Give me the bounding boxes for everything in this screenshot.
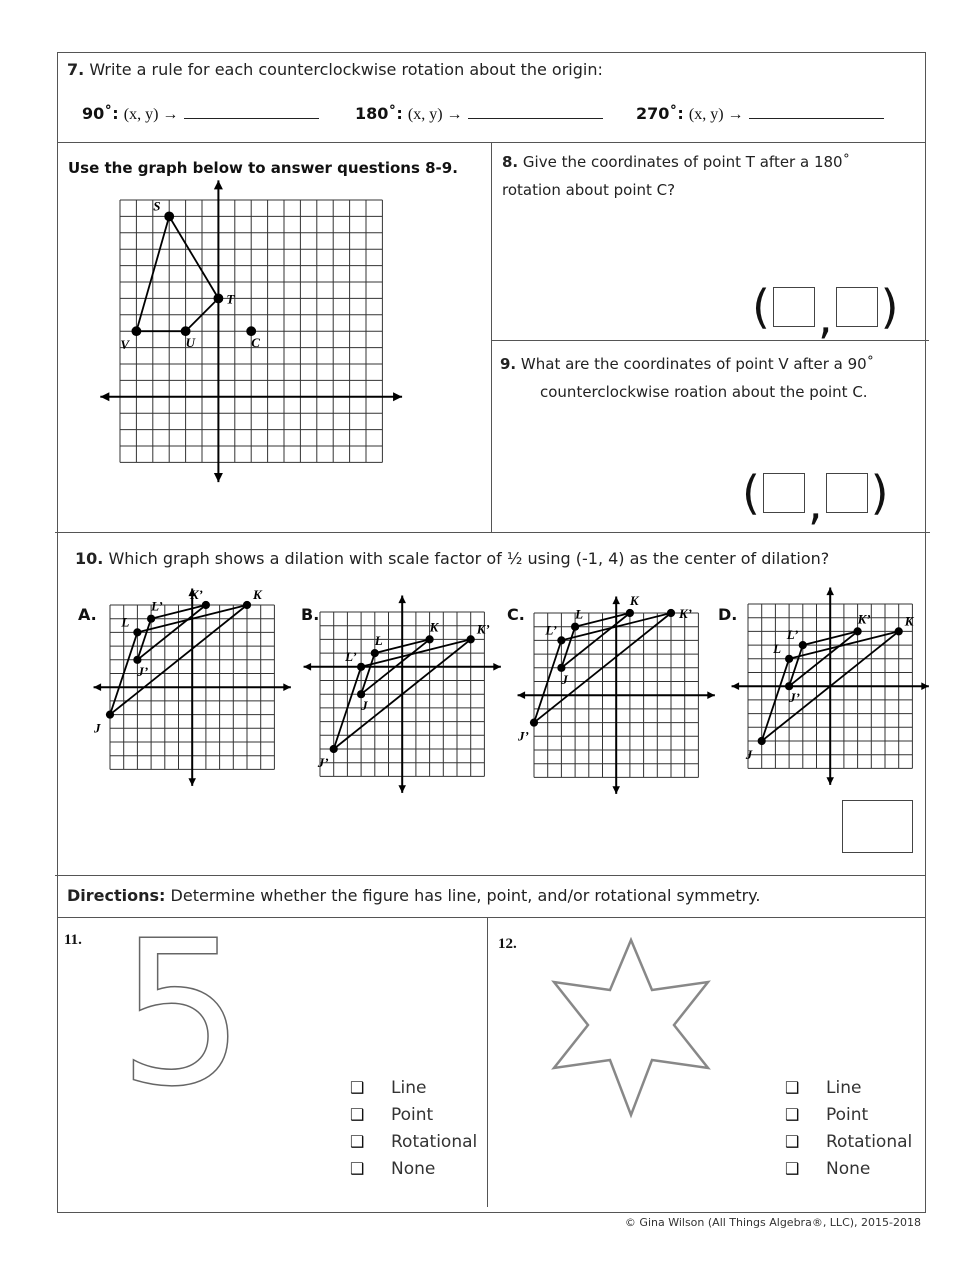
main-graph-point [213, 293, 223, 303]
q11-number: 11. [64, 932, 82, 948]
q9-answer [742, 456, 889, 530]
main-graph-point-label: C [251, 335, 260, 351]
option-d-graph-point [895, 627, 903, 635]
option-a-graph-point-label: J [94, 720, 101, 736]
paren-close: ) [870, 466, 889, 520]
checkbox-icon[interactable]: ❑ [785, 1078, 800, 1097]
option-d-graph-point [853, 627, 861, 635]
option-b-graph-point-label: L’ [345, 648, 357, 664]
directions-text: Determine whether the figure has line, point, and/or rotational symmetry. [170, 886, 761, 905]
option-d-graph-point [785, 655, 793, 663]
option-c-letter[interactable]: C. [507, 605, 525, 624]
q9-question [500, 350, 874, 406]
option-b-letter[interactable]: B. [301, 605, 320, 624]
q10-answer-box[interactable] [842, 800, 913, 853]
arrow-right-icon [493, 663, 501, 671]
arrow-right-icon [393, 392, 402, 401]
rule-expr: (x, y) → [407, 106, 463, 123]
choice-point[interactable] [785, 1101, 912, 1128]
q8-answer [752, 270, 899, 344]
option-c-graph-point [530, 718, 538, 726]
option-d-graph-point-label: J [745, 747, 753, 762]
checkbox-icon[interactable]: ❑ [350, 1132, 365, 1151]
arrow-down-icon [826, 777, 834, 785]
choice-line[interactable] [785, 1074, 912, 1101]
arrow-up-icon [826, 588, 834, 596]
arrow-down-icon [612, 786, 620, 794]
option-a-graph-point [202, 601, 210, 609]
arrow-up-icon [612, 597, 620, 605]
main-graph-point [131, 326, 141, 336]
arrow-left-icon [100, 392, 109, 401]
main-graph-point-label: S [153, 198, 161, 214]
option-a-graph-point-label: K [253, 587, 262, 602]
option-d-graph-point-label: K’ [857, 611, 871, 627]
paren-open: ( [742, 466, 760, 520]
rule-expr: (x, y) → [688, 106, 744, 123]
option-c-graph-point [557, 636, 565, 644]
q8-number: 8. [502, 153, 519, 171]
rule-angle: 180˚: [355, 104, 403, 123]
choice-none[interactable] [350, 1155, 477, 1182]
q7-number: 7. [67, 60, 85, 79]
choice-label: Point [391, 1104, 434, 1125]
paren-open: ( [752, 280, 770, 334]
option-a-graph-point [133, 656, 141, 664]
digit-five-figure: 5 [118, 898, 246, 1131]
option-c-graph-point [667, 609, 675, 617]
arrow-right-icon [283, 683, 291, 691]
arrow-down-icon [214, 473, 223, 482]
checkbox-icon[interactable]: ❑ [785, 1105, 800, 1124]
arrow-left-icon [94, 683, 102, 691]
option-a-graph-point [106, 710, 114, 718]
comma: , [807, 476, 823, 530]
option-d-graph-point [758, 737, 766, 745]
checkbox-icon[interactable]: ❑ [350, 1159, 365, 1178]
option-a-graph-point [243, 601, 251, 609]
arrow-up-icon [398, 596, 406, 604]
checkbox-icon[interactable]: ❑ [350, 1078, 365, 1097]
option-b-graph-point [425, 635, 433, 643]
choice-point[interactable] [350, 1101, 477, 1128]
option-d-graph-point-label: K [904, 613, 914, 629]
option-a-graph-point-label: L [121, 614, 130, 630]
footer-copyright: © Gina Wilson (All Things Algebra®, LLC), 2015-2018 [624, 1216, 921, 1229]
arrow-down-icon [398, 785, 406, 793]
option-b-graph-point-label: K [429, 619, 439, 635]
option-b-graph-point-label: J’ [317, 755, 329, 770]
q9-text-line2: counterclockwise roation about the point C. [540, 383, 868, 401]
q10-question [75, 549, 829, 568]
q9-number: 9. [500, 355, 517, 373]
choice-label: None [826, 1158, 871, 1179]
q12-number: 12. [498, 936, 517, 952]
option-b-graph-point [330, 745, 338, 753]
checkbox-icon[interactable]: ❑ [785, 1132, 800, 1151]
option-c-graph-point-label: L’ [545, 622, 557, 638]
option-b-graph-point [357, 663, 365, 671]
graph-intro: Use the graph below to answer questions 8-9. [68, 159, 458, 177]
choice-label: Line [391, 1077, 427, 1098]
paren-close: ) [880, 280, 899, 334]
option-b-graph-point [371, 649, 379, 657]
arrow-right-icon [921, 682, 929, 690]
choice-label: Point [826, 1104, 869, 1125]
choice-rotational[interactable] [785, 1128, 912, 1155]
option-a-graph-point-label: J’ [137, 663, 149, 679]
option-b-graph-point-label: J [361, 698, 368, 714]
option-d-graph-point-label: L [773, 640, 782, 656]
arrow-down-icon [188, 778, 196, 786]
option-c-graph-point [626, 609, 634, 617]
choice-label: Line [826, 1077, 862, 1098]
option-d-graph-point-label: J’ [789, 690, 800, 706]
answer-box-y[interactable] [836, 287, 878, 327]
comma: , [817, 290, 833, 344]
choice-label: Rotational [391, 1131, 478, 1152]
option-c-graph-point-label: K [629, 593, 639, 608]
choice-rotational[interactable] [350, 1128, 477, 1155]
main-graph-point [164, 211, 174, 221]
rule-expr: (x, y) → [123, 106, 179, 123]
option-a-graph-point-label: L’ [151, 598, 163, 614]
q8-text: Give the coordinates of point T after a 180˚ rotation about point C? [502, 153, 851, 199]
option-b-graph-point [357, 690, 365, 698]
answer-box-x[interactable] [773, 287, 815, 327]
q10-text: Which graph shows a dilation with scale factor of ½ using (-1, 4) as the center of dilation? [108, 549, 830, 568]
directions-label: Directions: [67, 886, 166, 905]
choice-label: Rotational [826, 1131, 913, 1152]
option-a-graph-point [147, 615, 155, 623]
main-graph-point-label: U [185, 335, 195, 351]
rule-angle: 270˚: [636, 104, 684, 123]
six-point-star-figure [550, 935, 730, 1120]
q12-choices [785, 1074, 912, 1182]
option-c-graph-point-label: J’ [518, 728, 529, 744]
option-c-graph-point [571, 623, 579, 631]
option-d-graph-point-label: L’ [786, 627, 799, 643]
option-b-graph-point-label: L [374, 633, 383, 649]
choice-line[interactable] [350, 1074, 477, 1101]
arrow-left-icon [304, 663, 312, 671]
main-graph-point-label: T [226, 291, 235, 307]
arrow-left-icon [732, 682, 740, 690]
arrow-right-icon [707, 691, 715, 699]
checkbox-icon[interactable]: ❑ [350, 1105, 365, 1124]
option-d-graph-point [785, 682, 793, 690]
q9-text-line1: What are the coordinates of point V after a 90˚ [520, 355, 875, 373]
q8-question [502, 148, 882, 204]
rule-angle: 90˚: [82, 104, 119, 123]
choice-none[interactable] [785, 1155, 912, 1182]
arrow-up-icon [214, 180, 223, 189]
option-b-graph-point [467, 635, 475, 643]
option-a-graph-point-label: K’ [189, 587, 203, 602]
q11-choices [350, 1074, 477, 1182]
option-c-graph-point [557, 664, 565, 672]
option-b-graph-point-label: K’ [476, 621, 490, 637]
q10-number: 10. [75, 549, 104, 568]
option-a-letter[interactable]: A. [78, 605, 97, 624]
answer-box-y[interactable] [826, 473, 868, 513]
option-d-letter[interactable]: D. [718, 605, 738, 624]
main-graph-point-label: V [120, 337, 130, 353]
answer-box-x[interactable] [763, 473, 805, 513]
arrow-left-icon [518, 691, 526, 699]
q7-text: Write a rule for each counterclockwise rotation about the origin: [89, 60, 603, 79]
option-a-graph-point [133, 628, 141, 636]
choice-label: None [391, 1158, 436, 1179]
main-graph-segment [169, 216, 218, 298]
checkbox-icon[interactable]: ❑ [785, 1159, 800, 1178]
option-c-graph-point-label: L [575, 606, 584, 622]
option-d-graph-point [799, 641, 807, 649]
option-c-graph-point-label: J [561, 671, 568, 687]
option-c-graph-point-label: K’ [679, 606, 692, 621]
